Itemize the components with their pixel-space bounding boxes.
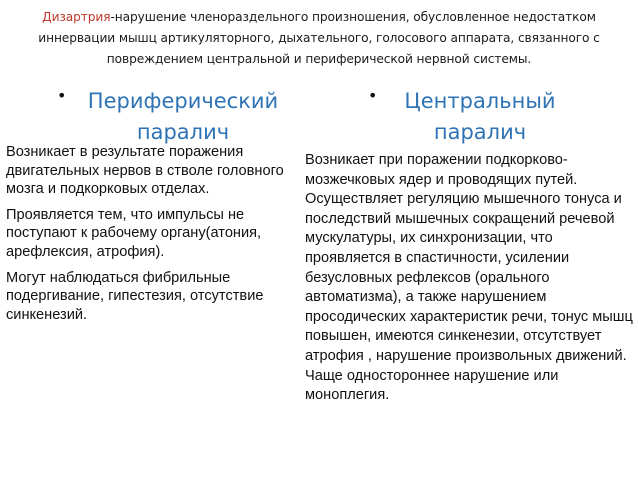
definition-text bbox=[4, 7, 634, 70]
central-paragraph: Возникает при поражении подкорково-мозжечковых ядер и проводящих путей. Осуществляет регуляцию мышечного тонуса и последствий мышечных сокращений речевой мускулатуры, их синхронизации, что проявляется в спастичности, усилении безусловных рефлексов (орального автоматизма), а также нарушением просодических характеристик речи, тонус мышц повышен, имеются синкенезии, отсутствует атрофия , нарушение произвольных движений. Чаще одностороннее нарушение или моноплегия. bbox=[305, 152, 633, 404]
heading-peripheral-line2: паралич bbox=[136, 120, 230, 144]
central-description bbox=[305, 151, 635, 406]
definition-term: Дизартрия bbox=[42, 10, 111, 24]
heading-central-line1: Центральный bbox=[404, 89, 556, 113]
bullet-peripheral: • bbox=[57, 86, 67, 105]
heading-peripheral bbox=[70, 86, 296, 148]
heading-central bbox=[380, 86, 580, 148]
peripheral-paragraph: Возникает в результате поражения двигательных нервов в стволе головного мозга и подкорковых отделах. bbox=[6, 144, 284, 198]
heading-peripheral-line1: Периферический bbox=[87, 89, 279, 113]
heading-central-line2: паралич bbox=[433, 120, 527, 144]
peripheral-paragraph: Проявляется тем, что импульсы не поступают к рабочему органу(атония, арефлексия, атрофия). bbox=[6, 206, 262, 260]
bullet-central: • bbox=[368, 86, 378, 105]
peripheral-paragraph: Могут наблюдаться фибрильные подергивание, гипестезия, отсутствие синкенезий. bbox=[6, 269, 264, 323]
peripheral-description bbox=[6, 143, 302, 331]
definition-body: -нарушение членораздельного произношения, обусловленное недостатком иннервации мышц артикуляторного, дыхательного, голосового аппарата, связанного с повреждением центральной и периферической нервной системы. bbox=[38, 10, 600, 66]
